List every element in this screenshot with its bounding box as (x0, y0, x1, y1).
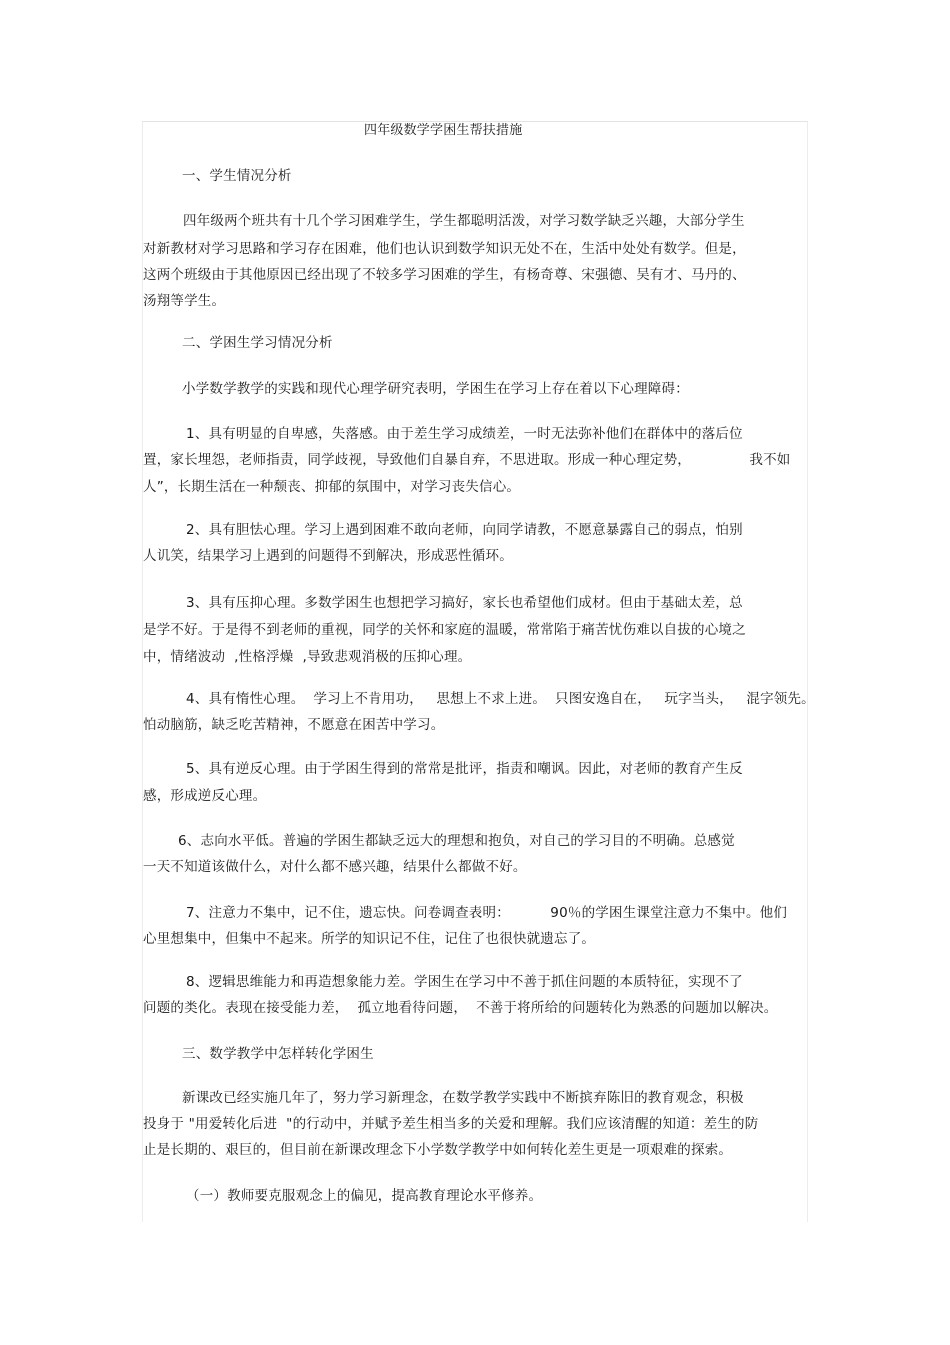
text-line: 3、具有压抑心理。多数学困生也想把学习搞好，家长也希望他们成材。但由于基础太差，总 (186, 595, 743, 611)
text-line: 8、逻辑思维能力和再造想象能力差。学困生在学习中不善于抓住问题的本质特征，实现不了 (186, 974, 743, 990)
document-title: 四年级数学学困生帮扶措施 (364, 123, 523, 138)
text-line: 5、具有逆反心理。由于学困生得到的常常是批评，指责和嘲讽。因此，对老师的教育产生反 (186, 761, 743, 777)
text-line: 对新教材对学习思路和学习存在困难，他们也认识到数学知识无处不在，生活中处处有数学。但是， (143, 241, 746, 257)
text-line: （一）教师要克服观念上的偏见，提高教育理论水平修养。 (186, 1188, 543, 1204)
text-line: 2、具有胆怯心理。学习上遇到困难不敢向老师，向同学请教，不愿意暴露自己的弱点，怕别 (186, 522, 743, 538)
text-line: 问题的类化。表现在接受能力差， 孤立地看待问题， 不善于将所给的问题转化为熟悉的问题加以解决。 (143, 1000, 778, 1016)
text-line: 1、具有明显的自卑感，失落感。由于差生学习成绩差，一时无法弥补他们在群体中的落后位 (186, 426, 743, 442)
text-line: 汤翔等学生。 (143, 293, 226, 309)
text-line: 是学不好。于是得不到老师的重视，同学的关怀和家庭的温暖，常常陷于痛苦忧伤难以自拔的心境之 (143, 622, 746, 638)
text-line: 四年级两个班共有十几个学习困难学生，学生都聪明活泼，对学习数学缺乏兴趣，大部分学生 (183, 213, 745, 229)
text-line: 这两个班级由于其他原因已经出现了不较多学习困难的学生，有杨奇尊、宋强德、吴有才、马丹的、 (143, 267, 746, 283)
text-line: 一、学生情况分析 (182, 168, 292, 184)
text-line: 中，情绪波动 ,性格浮燥 ,导致悲观消极的压抑心理。 (143, 649, 472, 665)
text-line: 4、具有惰性心理。 学习上不肯用功， 思想上不求上进。 只图安逸自在， 玩字当头， 混字领先。 (186, 691, 815, 707)
text-line: 6、志向水平低。普遍的学困生都缺乏远大的理想和抱负，对自己的学习目的不明确。总感觉 (178, 833, 735, 849)
text-line: 怕动脑筋，缺乏吃苦精神，不愿意在困苦中学习。 (143, 717, 445, 733)
text-line: 感，形成逆反心理。 (143, 788, 267, 804)
text-line: 心里想集中，但集中不起来。所学的知识记不住，记住了也很快就遗忘了。 (143, 931, 596, 947)
text-line: 小学数学教学的实践和现代心理学研究表明，学困生在学习上存在着以下心理障碍： (182, 381, 689, 397)
text-line: 人讥笑，结果学习上遇到的问题得不到解决，形成恶性循环。 (143, 548, 513, 564)
text-line: 止是长期的、艰巨的，但目前在新课改理念下小学数学教学中如何转化差生更是一项艰难的探索。 (143, 1142, 733, 1158)
text-line: 二、学困生学习情况分析 (182, 335, 333, 351)
text-line: 置，家长埋怨，老师指责，同学歧视，导致他们自暴自弃，不思进取。形成一种心理定势， 我不如 (143, 452, 791, 468)
text-line: 三、数学教学中怎样转化学困生 (182, 1046, 374, 1062)
text-line: 人”，长期生活在一种颓丧、抑郁的氛围中，对学习丧失信心。 (143, 479, 521, 495)
text-line: 7、注意力不集中，记不住，遗忘快。问卷调查表明： 90％的学困生课堂注意力不集中。他们 (186, 905, 788, 921)
text-line: 投身于 "用爱转化后进 "的行动中，并赋予差生相当多的关爱和理解。我们应该清醒的知道：差生的防 (143, 1116, 759, 1132)
text-line: 新课改已经实施几年了，努力学习新理念，在数学教学实践中不断摈弃陈旧的教育观念，积极 (182, 1090, 744, 1106)
text-line: 一天不知道该做什么，对什么都不感兴趣，结果什么都做不好。 (143, 859, 527, 875)
